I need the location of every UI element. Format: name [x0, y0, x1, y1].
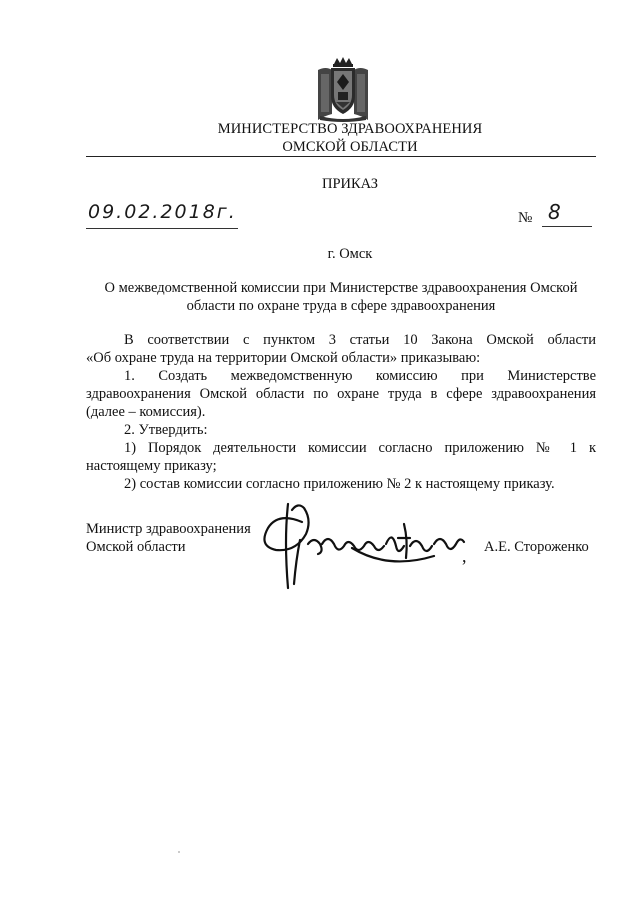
paragraph-4-line2: настоящему приказу; [86, 458, 217, 474]
subject-line2: области по охране труда в сфере здравоохранения [186, 298, 496, 314]
paragraph-2-line1: 1. Создать межведомственную комиссию при Министерстве [124, 368, 596, 384]
order-subject [86, 279, 596, 315]
handwritten-signature-icon [258, 500, 468, 592]
scan-speck [178, 851, 180, 853]
ministry-name-line1: МИНИСТЕРСТВО ЗДРАВООХРАНЕНИЯ [217, 121, 483, 137]
signer-title-line2: Омской области [86, 539, 186, 555]
header-divider [86, 156, 596, 157]
coat-of-arms-icon [314, 56, 372, 122]
paragraph-2-line3: (далее – комиссия). [86, 404, 206, 420]
signer-name: А.Е. Стороженко [484, 539, 589, 555]
paragraph-3: 2. Утвердить: [124, 422, 208, 438]
subject-line1: О межведомственной комиссии при Министерстве здравоохранения Омской [104, 280, 578, 296]
paragraph-5: 2) состав комиссии согласно приложению № 2 к настоящему приказу. [124, 476, 555, 492]
paragraph-1-line1: В соответствии с пунктом 3 статьи 10 Закона Омской области [124, 332, 596, 348]
handwritten-number: 8 [548, 200, 561, 224]
city: г. Омск [327, 246, 373, 262]
paragraph-4-line1: 1) Порядок деятельности комиссии согласно приложению № 1 к [124, 440, 596, 456]
ministry-name-line2: ОМСКОЙ ОБЛАСТИ [282, 139, 418, 155]
number-sign: № [518, 210, 533, 226]
paragraph-2-line2: здравоохранения Омской области по охране труда в сфере здравоохранения [86, 386, 596, 402]
paragraph-1-line2: «Об охране труда на территории Омской области» приказываю: [86, 350, 481, 366]
signer-title-line1: Министр здравоохранения [86, 521, 251, 537]
document-type: ПРИКАЗ [321, 176, 379, 192]
signature-comma: , [462, 546, 467, 566]
handwritten-date: 09.02.2018г. [88, 201, 237, 223]
